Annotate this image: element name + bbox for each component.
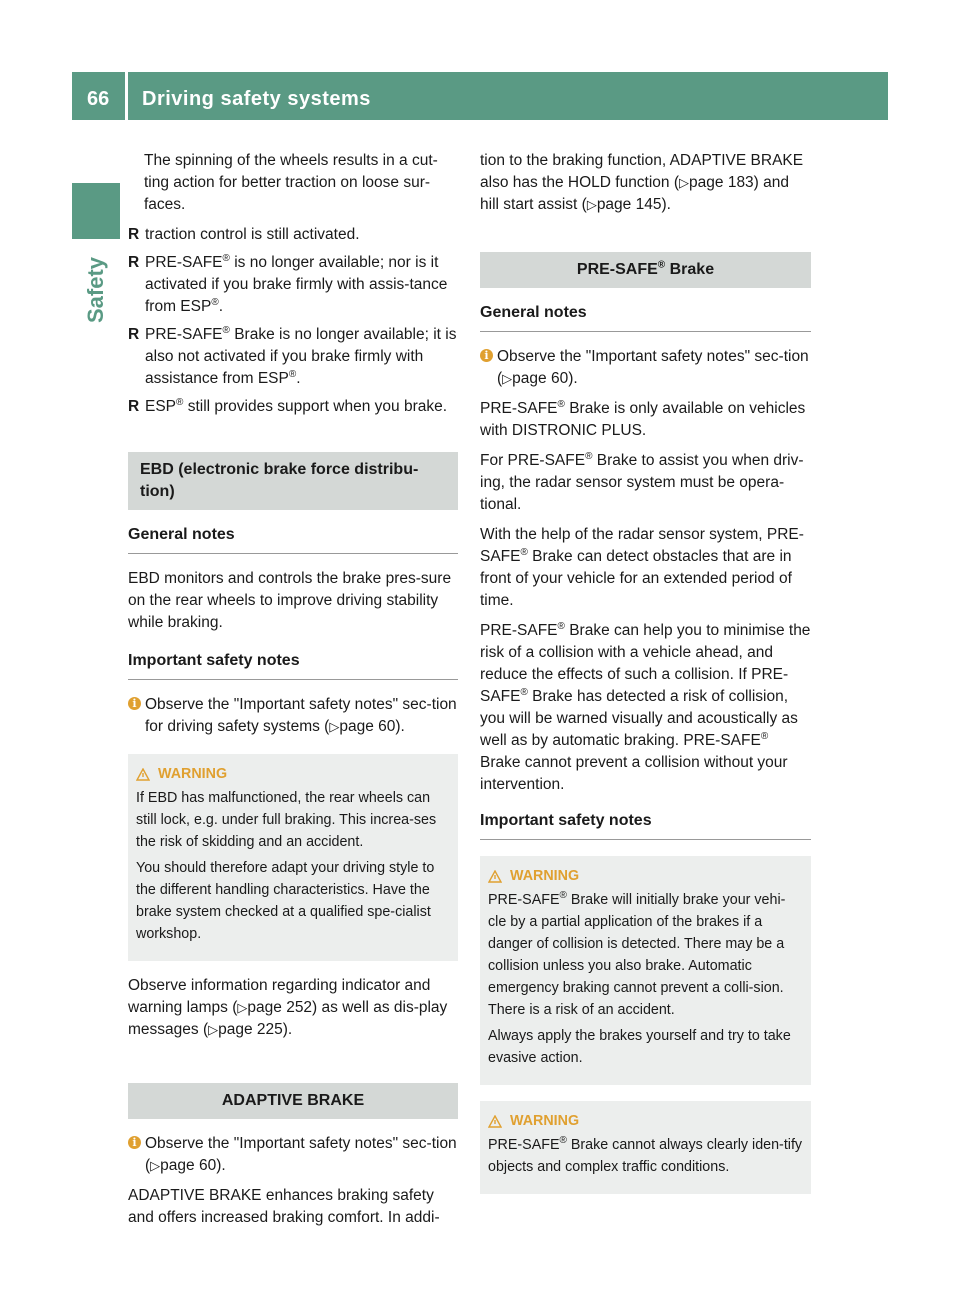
- warning-text: PRE-SAFE® Brake cannot always clearly iden-tify objects and complex traffic conditions.: [488, 1135, 803, 1175]
- list-item: R ESP® still provides support when you brake.: [128, 396, 458, 418]
- warning-triangle-icon: [488, 1115, 502, 1128]
- bullet-icon: R: [128, 326, 140, 343]
- left-column: [128, 150, 458, 1237]
- bullet-icon: R: [128, 398, 140, 415]
- presafe-general-notes-heading: General notes: [480, 302, 811, 332]
- adaptive-text: ADAPTIVE BRAKE enhances braking safety and offers increased braking comfort. In addi-: [128, 1187, 440, 1226]
- ebd-general-text: EBD monitors and controls the brake pres-sure on the rear wheels to improve driving stability while braking.: [128, 570, 452, 631]
- ebd-section-header: EBD (electronic brake force distribu-tion): [128, 452, 458, 510]
- info-icon: i: [480, 349, 493, 362]
- warning-text: Always apply the brakes yourself and try to take evasive action.: [488, 1028, 791, 1066]
- page-ref-link[interactable]: page 225).: [218, 1021, 293, 1038]
- bullet-icon: R: [128, 254, 140, 271]
- info-icon: i: [128, 1136, 141, 1149]
- presafe-warning-box-1: [480, 856, 811, 1085]
- ebd-general-notes-heading: General notes: [128, 524, 458, 554]
- intro-paragraph: The spinning of the wheels results in a cut- ting action for better traction on loose sur- faces.: [144, 152, 438, 213]
- side-tab-marker: [72, 183, 120, 239]
- warning-title: WARNING: [488, 865, 803, 887]
- warning-text: PRE-SAFE® Brake will initially brake your vehi-cle by a partial application of the brakes if a danger of collision is detected. There may be a collision unless you also brake. Automatic emergency braking cannot prevent a colli-sion. There is a risk of an accident.: [488, 890, 786, 1018]
- side-tab-label: Safety: [83, 256, 108, 324]
- page-ref-link[interactable]: page 145).: [596, 196, 671, 213]
- header-divider: [125, 72, 128, 120]
- info-icon: i: [128, 697, 141, 710]
- warning-text: You should therefore adapt your driving style to the different handling characteristics. Have the brake system checked at a qualified spe-cialist workshop.: [136, 860, 435, 942]
- page-ref-arrow-icon: ▷: [586, 197, 597, 212]
- presafe-brake-section-header: PRE-SAFE® Brake: [480, 252, 811, 288]
- ebd-observe-paragraph: Observe information regarding indicator and warning lamps (▷page 252) as well as dis-play messages (▷page 225).: [128, 977, 448, 1038]
- presafe-paragraph: For PRE-SAFE® Brake to assist you when driv-ing, the radar sensor system must be opera-tional.: [480, 450, 804, 513]
- list-item: R PRE-SAFE® Brake is no longer available; it is also not activated if you brake firmly with assistance from ESP®.: [128, 324, 457, 387]
- right-column: [480, 150, 811, 1208]
- page-ref-link[interactable]: page 60).: [512, 370, 578, 387]
- warning-triangle-icon: [136, 768, 150, 781]
- page-ref-link[interactable]: page 60).: [339, 718, 405, 735]
- adaptive-info-note: i Observe the "Important safety notes" sec-tion (▷page 60).: [128, 1133, 458, 1177]
- bullet-list: [128, 224, 458, 418]
- presafe-paragraph: PRE-SAFE® Brake is only available on vehicles with DISTRONIC PLUS.: [480, 398, 806, 439]
- warning-text: If EBD has malfunctioned, the rear wheels can still lock, e.g. under full braking. This increa-ses the risk of skidding and an accident.: [136, 790, 437, 850]
- adaptive-continued-text: tion to the braking function, ADAPTIVE BRAKE also has the HOLD function (▷page 183) and hill start assist (▷page 145).: [480, 152, 804, 213]
- list-item: R PRE-SAFE® is no longer available; nor is it activated if you brake firmly with assis-tance from ESP®.: [128, 252, 448, 315]
- page-ref-arrow-icon: ▷: [329, 719, 340, 734]
- presafe-safety-heading: Important safety notes: [480, 810, 811, 840]
- ebd-safety-heading: Important safety notes: [128, 650, 458, 680]
- page-ref-link[interactable]: page 60).: [160, 1157, 226, 1174]
- page-ref-arrow-icon: ▷: [679, 175, 690, 190]
- ebd-warning-box: [128, 754, 458, 961]
- page-ref-arrow-icon: ▷: [208, 1022, 219, 1037]
- ebd-info-note: i Observe the "Important safety notes" sec-tion for driving safety systems (▷page 60).: [128, 694, 458, 738]
- page-ref-link[interactable]: page 252) as well as dis-play messages (: [128, 999, 448, 1038]
- presafe-paragraph: PRE-SAFE® Brake can help you to minimise the risk of a collision with a vehicle ahead, and reduce the effects of such a collision. If PRE-SAFE® Brake has detected a risk of collision, you will be warned visually and acoustically as well as by automatic braking. PRE-SAFE® Brake cannot prevent a collision without your intervention.: [480, 620, 811, 793]
- page-ref-arrow-icon: ▷: [150, 1158, 161, 1173]
- bullet-icon: R: [128, 226, 140, 243]
- page-number: 66: [87, 88, 110, 110]
- presafe-paragraph: With the help of the radar sensor system, PRE-SAFE® Brake can detect obstacles that are in front of your vehicle for an extended period of time.: [480, 526, 804, 609]
- page-ref-arrow-icon: ▷: [237, 1000, 248, 1015]
- header-bar: [72, 72, 888, 120]
- page-title: Driving safety systems: [142, 88, 371, 110]
- list-item: R traction control is still activated.: [128, 224, 458, 246]
- page-ref-link[interactable]: page 183) and hill start assist (: [480, 174, 790, 213]
- warning-triangle-icon: [488, 870, 502, 883]
- warning-title: WARNING: [136, 763, 450, 785]
- presafe-warning-box-2: [480, 1101, 811, 1194]
- page-ref-arrow-icon: ▷: [502, 371, 513, 386]
- presafe-info-note: i Observe the "Important safety notes" sec-tion (▷page 60).: [480, 346, 811, 390]
- warning-title: WARNING: [488, 1110, 803, 1132]
- adaptive-brake-section-header: ADAPTIVE BRAKE: [128, 1083, 458, 1119]
